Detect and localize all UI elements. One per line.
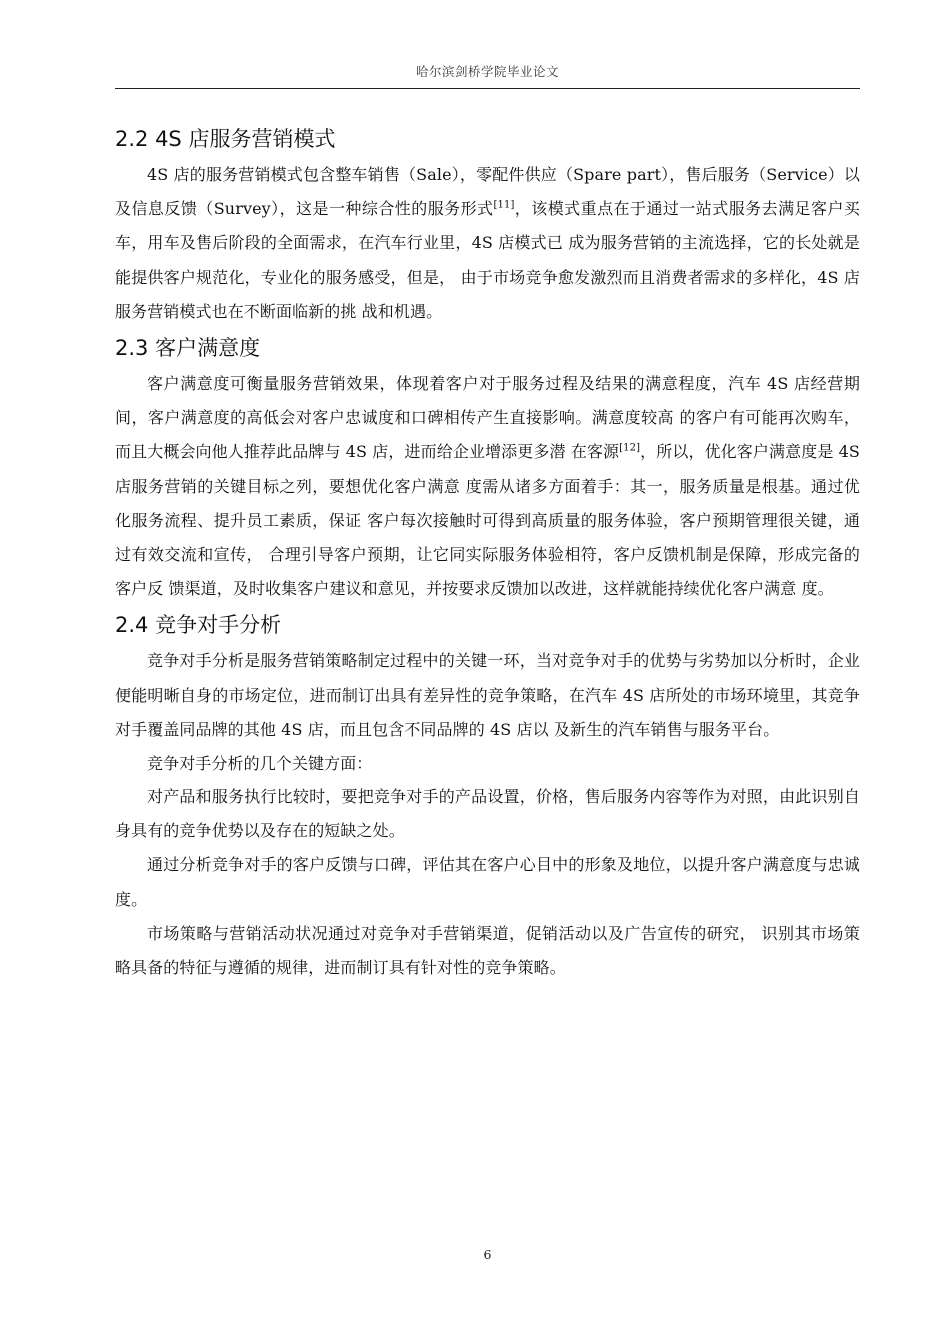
page-number: 6 bbox=[483, 1247, 492, 1262]
body-paragraph: 市场策略与营销活动状况通过对竞争对手营销渠道，促销活动以及广告宣传的研究， 识别其市场策略具备的特征与遵循的规律，进而制订具有针对性的竞争策略。 bbox=[115, 923, 860, 978]
citation: [12] bbox=[619, 443, 641, 455]
header-divider bbox=[115, 88, 860, 89]
page-content bbox=[115, 120, 860, 985]
paragraph-text: ，所以，优化客户满意度是 4S 店服务营销的关键目标之列，要想优化客户满意 度需从诸多方面着手：其一，服务质量是根基。通过优化服务流程、提升员工素质，保证 客户每次接触时可得到高质量的服务体验，客户预期管理很关键，通过有效交流和宣传， 合理引导客户预期，让它同实际服务体验相符，客户反馈机制是保障，形成完备的客户反 馈渠道，及时收集客户建议和意见，并按要求反馈加以改进，这样就能持续优化客户满意 度。 bbox=[115, 442, 860, 599]
page-header: 哈尔滨剑桥学院毕业论文 bbox=[415, 64, 559, 79]
body-paragraph: 竞争对手分析的几个关键方面： bbox=[147, 754, 373, 774]
section-heading-2-2: 2.2 4S 店服务营销模式 bbox=[115, 127, 336, 151]
paragraph-text: 4S 店的服务营销模式包含整车销售（Sale），零配件供应（Spare part），售后服务（Service）以及信息反馈（Survey），这是一种综合性的服务形式 bbox=[115, 165, 860, 219]
paragraph-text: ，该模式重点在于通过一站式服务去满足客户买车，用车及售后阶段的全面需求，在汽车行业里，4S 店模式已 成为服务营销的主流选择，它的长处就是能提供客户规范化，专业化的服务感受，但是， 由于市场竞争愈发激烈而且消费者需求的多样化，4S 店服务营销模式也在不断面临新的挑 战和机遇。 bbox=[115, 199, 860, 321]
body-paragraph: 通过分析竞争对手的客户反馈与口碑，评估其在客户心目中的形象及地位，以提升客户满意度与忠诚度。 bbox=[115, 855, 860, 909]
body-paragraph: 对产品和服务执行比较时，要把竞争对手的产品设置，价格，售后服务内容等作为对照，由此识别自身具有的竞争优势以及存在的短缺之处。 bbox=[115, 787, 860, 841]
paragraph-text: 客户满意度可衡量服务营销效果，体现着客户对于服务过程及结果的满意程度，汽车 4S 店经营期间，客户满意度的高低会对客户忠诚度和口碑相传产生直接影响。满意度较高 的客户有可能再次购车，而且大概会向他人推荐此品牌与 4S 店，进而给企业增添更多潜 在客源 bbox=[115, 374, 860, 462]
section-heading-2-3: 2.3 客户满意度 bbox=[115, 336, 261, 361]
citation: [11] bbox=[493, 199, 515, 211]
body-paragraph: 竞争对手分析是服务营销策略制定过程中的关键一环，当对竞争对手的优势与劣势加以分析时，企业便能明晰自身的市场定位，进而制订出具有差异性的竞争策略，在汽车 4S 店所处的市场环境里，其竞争对手覆盖同品牌的其他 4S 店，而且包含不同品牌的 4S 店以 及新生的汽车销售与服务平台。 bbox=[115, 651, 860, 739]
section-heading-2-4: 2.4 竞争对手分析 bbox=[115, 613, 282, 638]
body-paragraph bbox=[115, 158, 860, 329]
body-paragraph bbox=[115, 367, 860, 606]
